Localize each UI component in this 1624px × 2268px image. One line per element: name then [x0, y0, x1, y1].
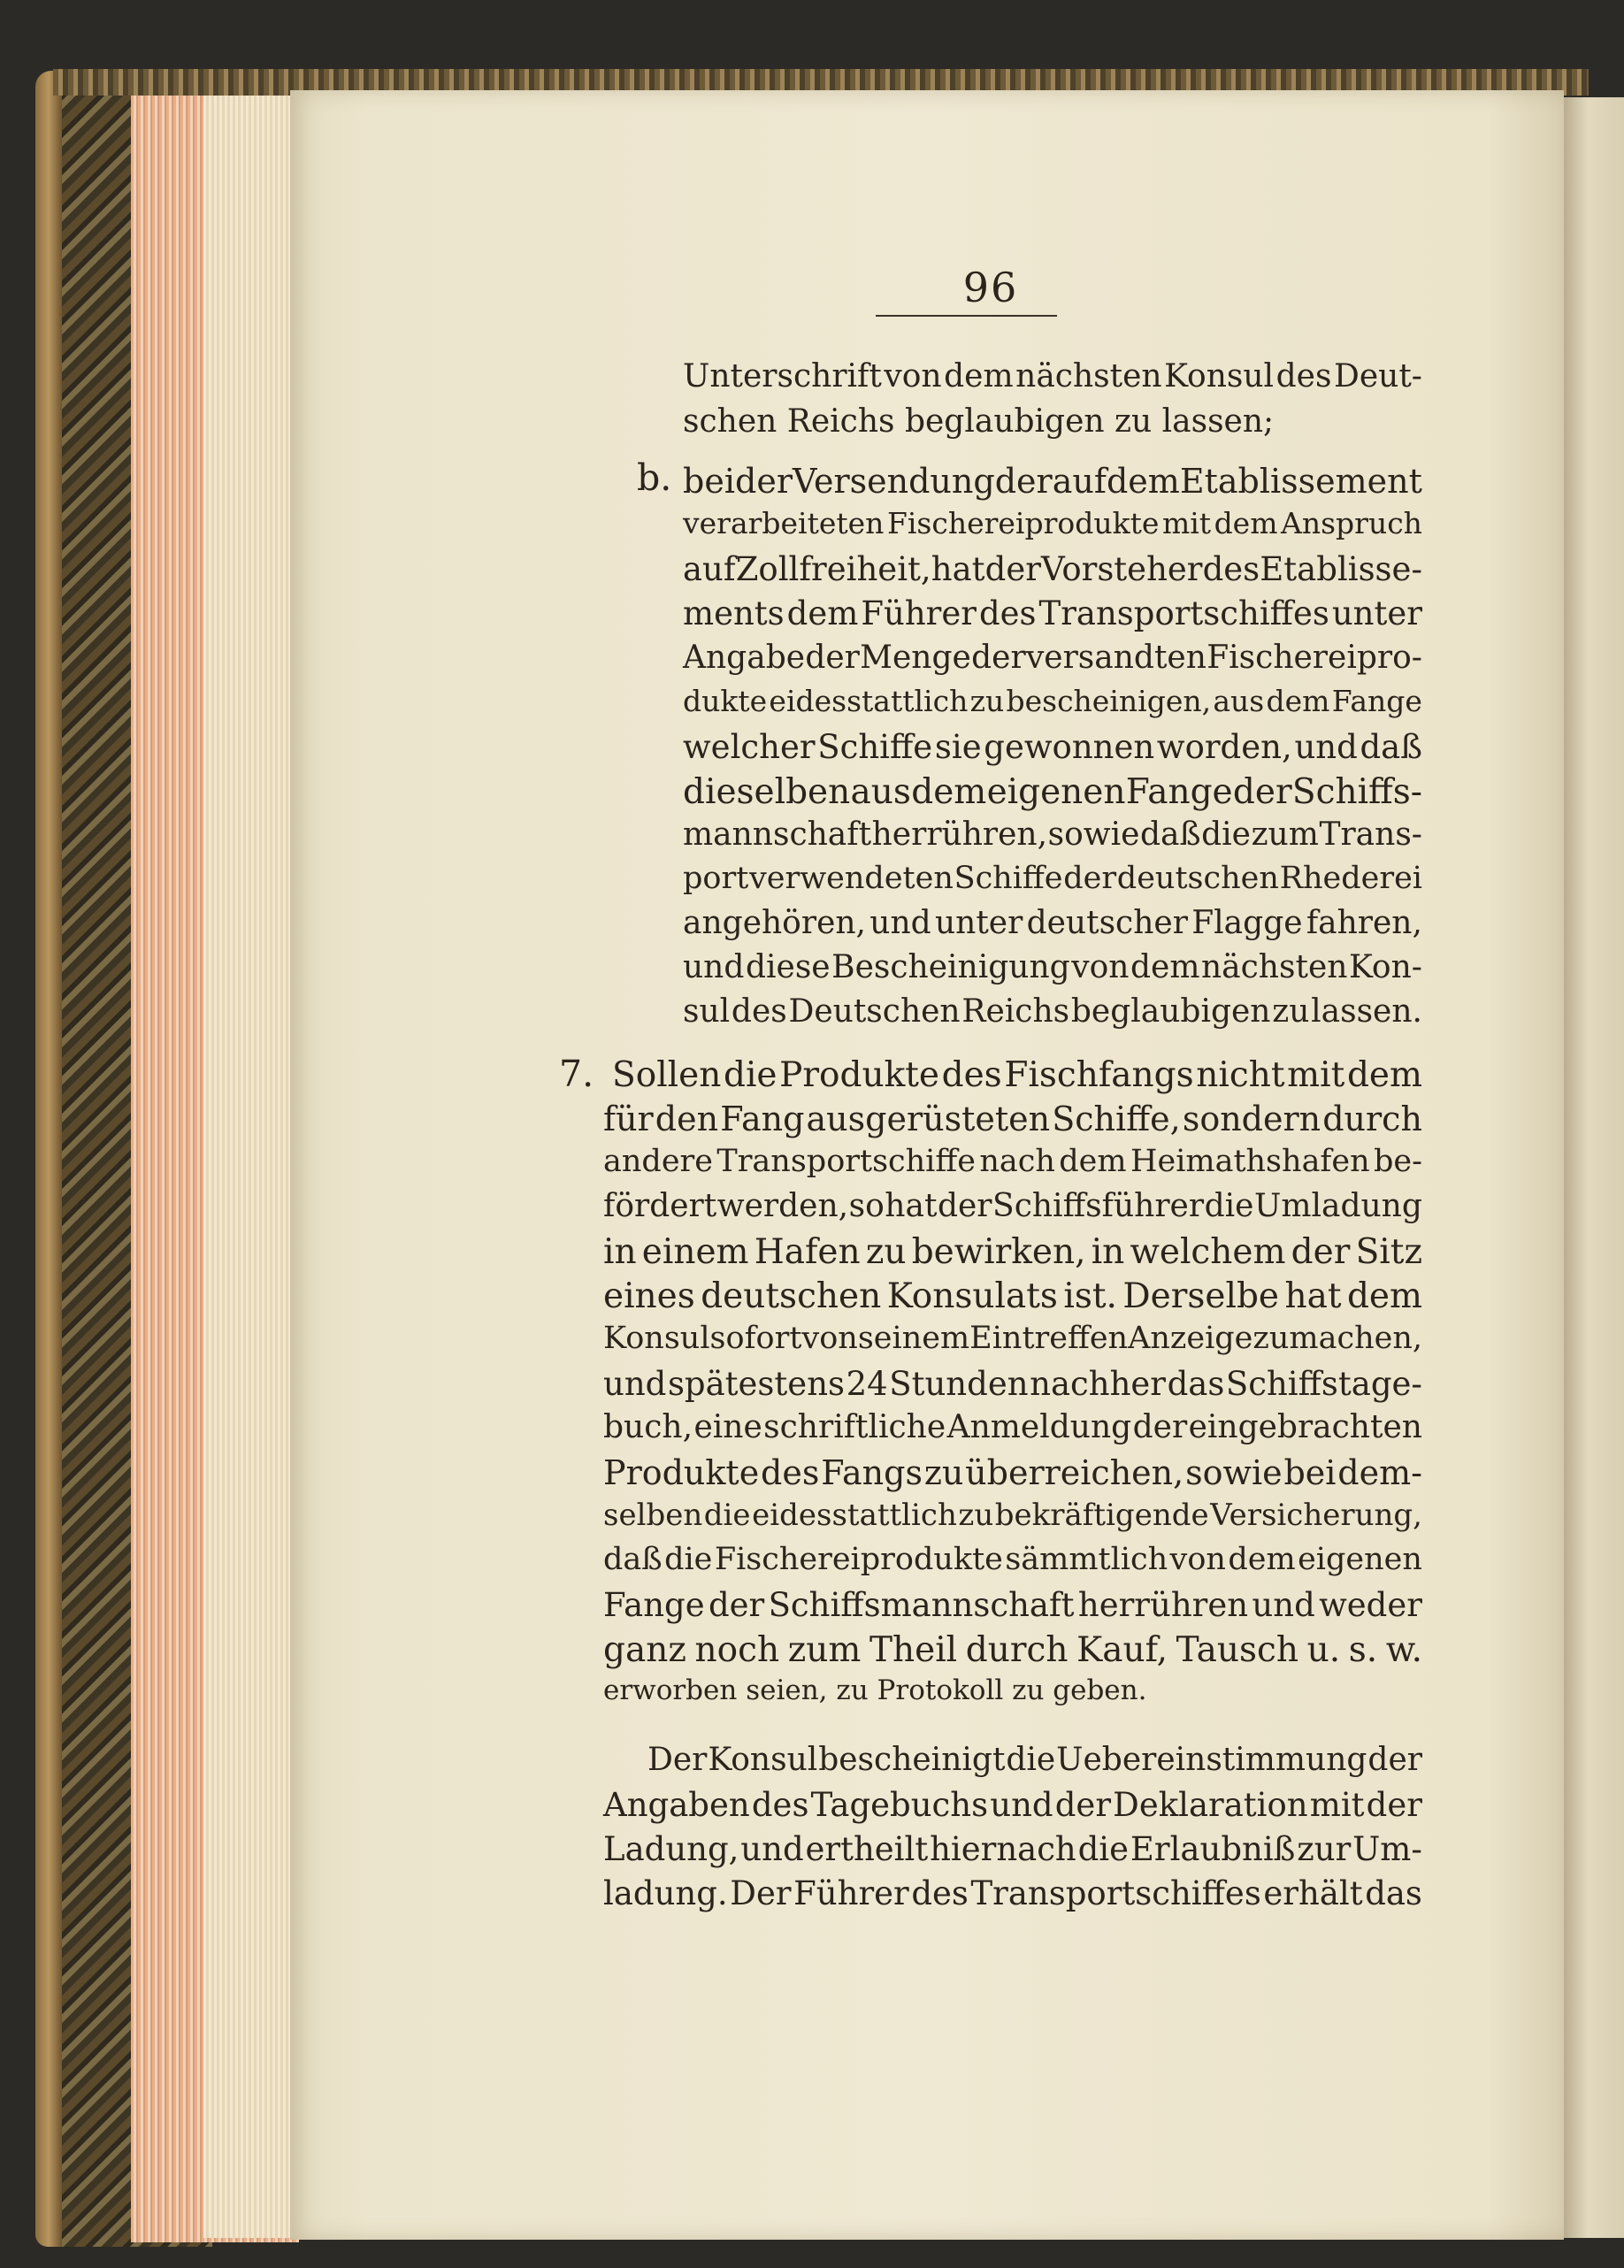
text-line: auf Zollfreiheit, hat der Vorsteher des Etablisse- — [683, 550, 1422, 588]
text-line: fördert werden, so hat der Schiffsführer die Umladung — [603, 1188, 1422, 1224]
text-line: und spätestens 24 Stunden nachher das Schiffstage- — [603, 1365, 1422, 1403]
text-line: welcher Schiffe sie gewonnen worden, und daß — [683, 728, 1422, 766]
text-line: Fange der Schiffsmannschaft herrühren und weder — [603, 1586, 1422, 1624]
text-line: port verwendeten Schiffe der deutschen Rhederei — [683, 861, 1422, 896]
text-line: buch, eine schriftliche Anmeldung der eingebrachten — [603, 1409, 1422, 1445]
text-line: Angabe der Menge der versandten Fischereipro- — [683, 640, 1422, 676]
text-line: Angaben des Tagebuchs und der Deklaration mit der — [603, 1786, 1422, 1824]
text-line: Der Konsul bescheinigt die Uebereinstimmung der — [647, 1742, 1422, 1778]
text-line: ladung. Der Führer des Transportschiffes erhält das — [603, 1874, 1422, 1912]
text-line: für den Fang ausgerüsteten Schiffe, sondern durch — [603, 1100, 1422, 1138]
text-line: Ladung, und ertheilt hiernach die Erlaubniß zur Um- — [603, 1830, 1422, 1868]
text-line: erworben seien, zu Protokoll zu geben. — [603, 1674, 1147, 1706]
text-line: bei der Versendung der auf dem Etablissement — [683, 462, 1422, 501]
text-line: ments dem Führer des Transportschiffes unter — [683, 594, 1422, 632]
text-line: eines deutschen Konsulats ist. Derselbe hat dem — [603, 1276, 1422, 1316]
text-line: und diese Bescheinigung von dem nächsten Kon- — [683, 949, 1422, 985]
text-line: dieselben aus dem eigenen Fange der Schiffs- — [683, 772, 1422, 812]
text-line: andere Transportschiffe nach dem Heimathshafen be- — [603, 1144, 1422, 1179]
text-line: selben die eidesstattlich zu bekräftigende Versicherung, — [603, 1498, 1422, 1533]
text-line: Produkte des Fangs zu überreichen, sowie bei dem- — [603, 1453, 1422, 1492]
text-line: Sollen die Produkte des Fischfangs nicht mit dem — [612, 1055, 1422, 1095]
item-marker-b: b. — [637, 456, 672, 499]
text-line: schen Reichs beglaubigen zu lassen; — [683, 403, 1275, 440]
text-line: Konsul sofort von seinem Eintreffen Anzeige zu machen, — [603, 1321, 1422, 1356]
text-line: Unterschrift von dem nächsten Konsul des Deut- — [683, 358, 1422, 395]
page-number: 96 — [962, 264, 1019, 311]
text-line: daß die Fischereiprodukte sämmtlich von dem eigenen — [603, 1542, 1422, 1577]
text-line: ganz noch zum Theil durch Kauf, Tausch u. s. w. — [603, 1630, 1422, 1670]
text-line: dukte eidesstattlich zu bescheinigen, aus dem Fange — [683, 684, 1422, 718]
text-line: in einem Hafen zu bewirken, in welchem der Sitz — [603, 1232, 1422, 1272]
text-line: angehören, und unter deutscher Flagge fahren, — [683, 905, 1422, 941]
text-line: mannschaft herrühren, sowie daß die zum Trans- — [683, 816, 1422, 853]
text-line: verarbeiteten Fischereiprodukte mit dem Anspruch — [683, 506, 1422, 540]
text-line: sul des Deutschen Reichs beglaubigen zu lassen. — [683, 993, 1422, 1030]
item-marker-7: 7. — [559, 1053, 594, 1095]
